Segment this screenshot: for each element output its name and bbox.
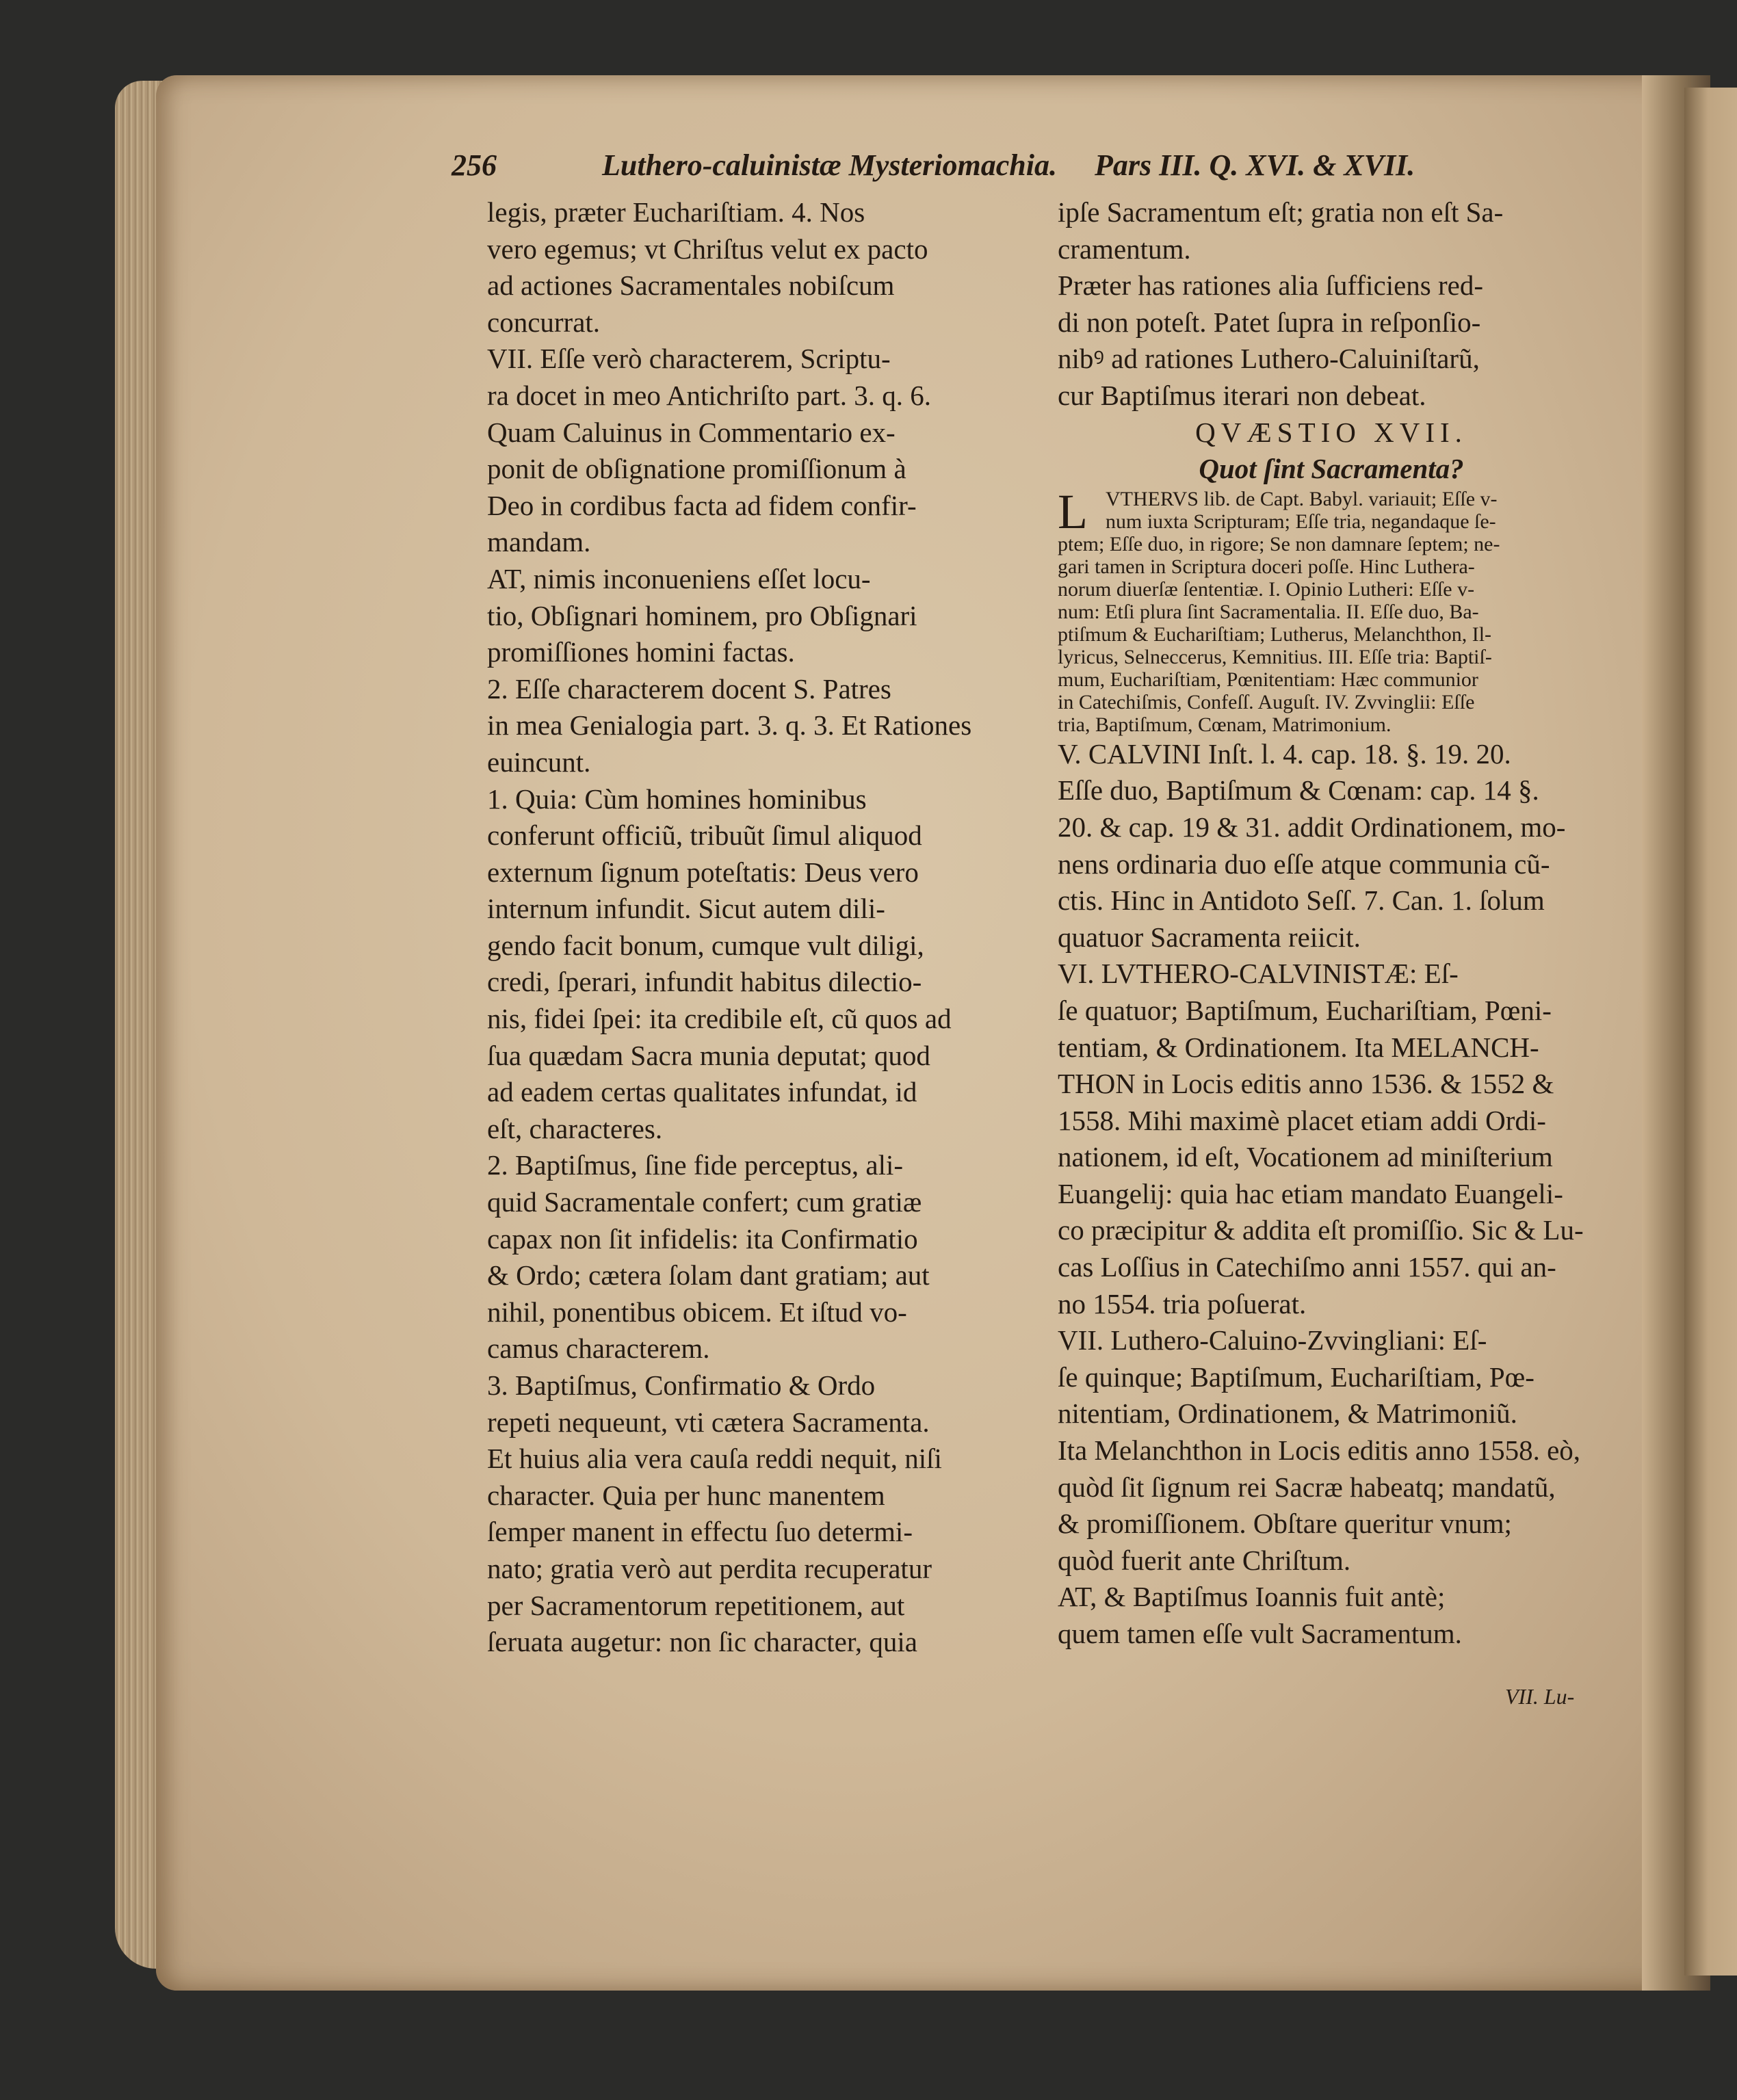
text-line: VII. Luthero-Caluino-Zvvingliani: Eſ- (1058, 1324, 1487, 1356)
note-line: VTHERVS lib. de Capt. Babyl. variauit; Eſſe v- (1106, 487, 1498, 510)
text-line: promiſſiones homini factas. (487, 636, 795, 668)
text-line: Deo in cordibus facta ad fidem confir- (487, 489, 917, 521)
note-line: in Catechiſmis, Confeſſ. Auguſt. IV. Zvvinglii: Eſſe (1058, 690, 1475, 713)
note-line: ptem; Eſſe duo, in rigore; Se non damnare ſeptem; ne- (1058, 532, 1500, 555)
note-line: num: Etſi plura ſint Sacramentalia. II. Eſſe duo, Ba- (1058, 600, 1479, 623)
note-line: tria, Baptiſmum, Cœnam, Matrimonium. (1058, 713, 1392, 736)
text-line: legis, præter Euchariſtiam. 4. Nos (487, 196, 865, 228)
text-line: camus characterem. (487, 1333, 710, 1365)
text-line: tentiam, & Ordinationem. Ita MELANCH- (1058, 1031, 1539, 1063)
question-subheading: Quot ſint Sacramenta? (1199, 453, 1464, 485)
note-line: norum diuerſæ ſententiæ. I. Opinio Lutheri: Eſſe v- (1058, 577, 1475, 601)
text-line: nihil, ponentibus obicem. Et iſtud vo- (487, 1296, 907, 1328)
text-line: nitentiam, Ordinationem, & Matrimoniũ. (1058, 1397, 1517, 1430)
text-line: 3. Baptiſmus, Confirmatio & Ordo (487, 1369, 876, 1401)
text-line: character. Quia per hunc manentem (487, 1479, 885, 1511)
text-line: conferunt officiũ, tribuũt ſimul aliquod (487, 819, 922, 852)
text-line: cas Loſſius in Catechiſmo anni 1557. qui an- (1058, 1251, 1556, 1283)
text-line: ctis. Hinc in Antidoto Seſſ. 7. Can. 1. ſolum (1058, 884, 1545, 917)
text-line: cur Baptiſmus iterari non debeat. (1058, 379, 1426, 411)
note-line: mum, Euchariſtiam, Pœnitentiam: Hæc communior (1058, 668, 1478, 691)
drop-cap-L: L (1058, 484, 1088, 539)
text-line: V. CALVINI Inſt. l. 4. cap. 18. §. 19. 20. (1058, 737, 1511, 770)
text-line: gendo facit bonum, cumque vult diligi, (487, 929, 924, 961)
text-line: quòd fuerit ante Chriſtum. (1058, 1544, 1351, 1576)
text-line: ſe quatuor; Baptiſmum, Euchariſtiam, Pœni- (1058, 994, 1552, 1026)
text-line: quatuor Sacramenta reiicit. (1058, 921, 1361, 953)
text-line: & Ordo; cætera ſolam dant gratiam; aut (487, 1259, 930, 1291)
text-line: internum infundit. Sicut autem dili- (487, 893, 885, 925)
text-line: nis, fidei ſpei: ita credibile eſt, cũ quos ad (487, 1003, 952, 1035)
text-line: nens ordinaria duo eſſe atque communia cũ- (1058, 848, 1550, 880)
text-line: co præcipitur & addita eſt promiſſio. Sic & Lu- (1058, 1214, 1584, 1246)
text-line: THON in Locis editis anno 1536. & 1552 & (1058, 1068, 1554, 1100)
text-line: Quam Caluinus in Commentario ex- (487, 416, 896, 448)
text-line: per Sacramentorum repetitionem, aut (487, 1589, 905, 1621)
text-line: capax non ſit infidelis: ita Confirmatio (487, 1222, 918, 1255)
text-line: quòd ſit ſignum rei Sacræ habeatq; mandatũ, (1058, 1471, 1556, 1503)
note-line: lyricus, Selneccerus, Kemnitius. III. Eſſe tria: Baptiſ- (1058, 645, 1492, 668)
text-line: nato; gratia verò aut perdita recuperatur (487, 1552, 932, 1584)
text-line: ponit de obſignatione promiſſionum à (487, 453, 906, 485)
text-line: repeti nequeunt, vti cætera Sacramenta. (487, 1406, 930, 1438)
text-line: tio, Obſignari hominem, pro Obſignari (487, 599, 917, 631)
right-column-bottom (1058, 736, 1605, 1653)
right-column-top (1058, 194, 1605, 415)
text-line: ipſe Sacramentum eſt; gratia non eſt Sa- (1058, 196, 1504, 228)
text-line: quem tamen eſſe vult Sacramentum. (1058, 1618, 1462, 1649)
text-line: 2. Eſſe characterem docent S. Patres (487, 672, 891, 705)
text-line: Et huius alia vera cauſa reddi nequit, niſi (487, 1443, 942, 1475)
text-line: ſemper manent in effectu ſuo determi- (487, 1516, 913, 1548)
text-line: externum ſignum poteſtatis: Deus vero (487, 856, 919, 888)
facing-page-edge (1684, 88, 1737, 1976)
text-line: euincunt. (487, 746, 591, 778)
text-line: Præter has rationes alia ſufficiens red- (1058, 270, 1484, 302)
running-header (452, 145, 1450, 186)
text-line: AT, nimis inconueniens eſſet locu- (487, 562, 871, 594)
folio-number: 256 (452, 148, 497, 182)
text-line: cramentum. (1058, 233, 1191, 265)
text-line: mandam. (487, 526, 591, 558)
text-line: VII. Eſſe verò characterem, Scriptu- (487, 343, 891, 375)
text-line: ſeruata augetur: non ſic character, quia (487, 1626, 917, 1658)
text-line: Eſſe duo, Baptiſmum & Cœnam: cap. 14 §. (1058, 774, 1539, 806)
text-line: vero egemus; vt Chriſtus velut ex pacto (487, 233, 928, 265)
left-column (487, 194, 1034, 1661)
text-line: ad eadem certas qualitates infundat, id (487, 1076, 917, 1108)
text-line: nationem, id eſt, Vocationem ad miniſterium (1058, 1141, 1553, 1173)
text-line: 2. Baptiſmus, ſine fide perceptus, ali- (487, 1149, 904, 1181)
text-line: 1. Quia: Cùm homines hominibus (487, 783, 867, 815)
text-line: & promiſſionem. Obſtare queritur vnum; (1058, 1508, 1512, 1540)
text-line: 1558. Mihi maximè placet etiam addi Ordi- (1058, 1104, 1546, 1136)
text-line: ſe quinque; Baptiſmum, Euchariſtiam, Pœ- (1058, 1361, 1534, 1393)
text-line: ad actiones Sacramentales nobiſcum (487, 270, 895, 302)
catchword: VII. Lu- (1505, 1684, 1575, 1709)
right-column (1058, 194, 1605, 1653)
text-line: nibꝰ ad rationes Luthero-Caluiniſtarũ, (1058, 343, 1480, 375)
note-line: ptiſmum & Euchariſtiam; Lutherus, Melanchthon, Il- (1058, 622, 1492, 646)
running-title: Luthero-caluinistæ Mysteriomachia. (602, 148, 1057, 182)
text-line: Ita Melanchthon in Locis editis anno 1558. eò, (1058, 1434, 1581, 1467)
text-line: ra docet in meo Antichriſto part. 3. q. 6. (487, 379, 932, 411)
text-line: AT, & Baptiſmus Ioannis fuit antè; (1058, 1581, 1446, 1613)
opinions-note (1058, 484, 1605, 736)
text-line: di non poteſt. Patet ſupra in reſponſio- (1058, 306, 1481, 338)
text-line: eſt, characteres. (487, 1112, 663, 1144)
text-line: quid Sacramentale confert; cum gratiæ (487, 1186, 922, 1218)
text-line: concurrat. (487, 306, 601, 338)
part-label: Pars III. Q. XVI. & XVII. (1095, 148, 1415, 182)
question-heading: QVÆSTIO XVII. (1195, 416, 1467, 448)
text-line: Euangelij: quia hac etiam mandato Euangeli- (1058, 1177, 1563, 1209)
text-line: 20. & cap. 19 & 31. addit Ordinationem, mo- (1058, 811, 1566, 843)
note-line: gari tamen in Scriptura doceri poſſe. Hinc Luthera- (1058, 555, 1475, 578)
text-line: credi, ſperari, infundit habitus dilectio- (487, 966, 922, 998)
text-line: ſua quædam Sacra munia deputat; quod (487, 1039, 930, 1071)
text-line: in mea Genialogia part. 3. q. 3. Et Rationes (487, 709, 972, 741)
text-line: VI. LVTHERO-CALVINISTÆ: Eſ- (1058, 958, 1459, 990)
note-line: num iuxta Scripturam; Eſſe tria, negandaque ſe- (1106, 510, 1496, 533)
text-line: no 1554. tria poſuerat. (1058, 1287, 1307, 1320)
